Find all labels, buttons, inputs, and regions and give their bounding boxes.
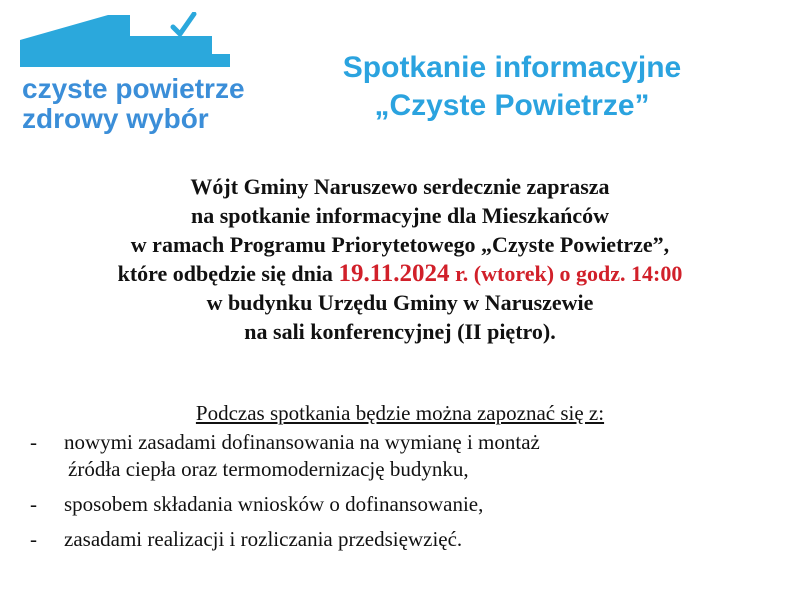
list-item-text-continuation: źródła ciepła oraz termomodernizację budynku,	[68, 457, 469, 481]
meeting-day-time: r. (wtorek) o godz. 14:00	[449, 261, 683, 286]
invitation-line: w budynku Urzędu Gminy w Naruszewie	[206, 290, 594, 315]
page-subtitle: „Czyste Powietrze”	[374, 89, 650, 122]
house-roof-checkmark-icon	[20, 12, 230, 74]
list-item-text: nowymi zasadami dofinansowania na wymianę i montaż	[64, 430, 540, 454]
logo-text-line-2: zdrowy wybór	[22, 103, 209, 134]
list-dash: -	[30, 492, 37, 516]
invitation-date-line	[0, 259, 800, 288]
meeting-topics	[0, 400, 800, 561]
topics-heading: Podczas spotkania będzie można zapoznać się z:	[195, 401, 605, 425]
page-title: Spotkanie informacyjne	[342, 51, 682, 84]
list-item-text: zasadami realizacji i rozliczania przedsięwzięć.	[64, 527, 463, 551]
list-item	[0, 429, 800, 483]
logo-text-line-1: czyste powietrze	[22, 73, 245, 104]
date-line-prefix: które odbędzie się dnia	[117, 261, 339, 286]
list-dash: -	[30, 527, 37, 551]
invitation-line: na spotkanie informacyjne dla Mieszkańców	[191, 203, 609, 228]
invitation-line: w ramach Programu Priorytetowego „Czyste Powietrze”,	[130, 232, 670, 257]
invitation-text	[0, 172, 800, 346]
invitation-line: na sali konferencyjnej (II piętro).	[244, 319, 556, 344]
list-item-text: sposobem składania wniosków o dofinansowanie,	[64, 492, 484, 516]
meeting-date: 19.11.2024	[338, 260, 450, 287]
list-dash: -	[30, 430, 37, 454]
list-item	[0, 526, 800, 553]
list-item	[0, 491, 800, 518]
invitation-line: Wójt Gminy Naruszewo serdecznie zaprasza	[190, 174, 610, 199]
czyste-powietrze-logo	[20, 12, 245, 137]
topics-list	[0, 429, 800, 553]
